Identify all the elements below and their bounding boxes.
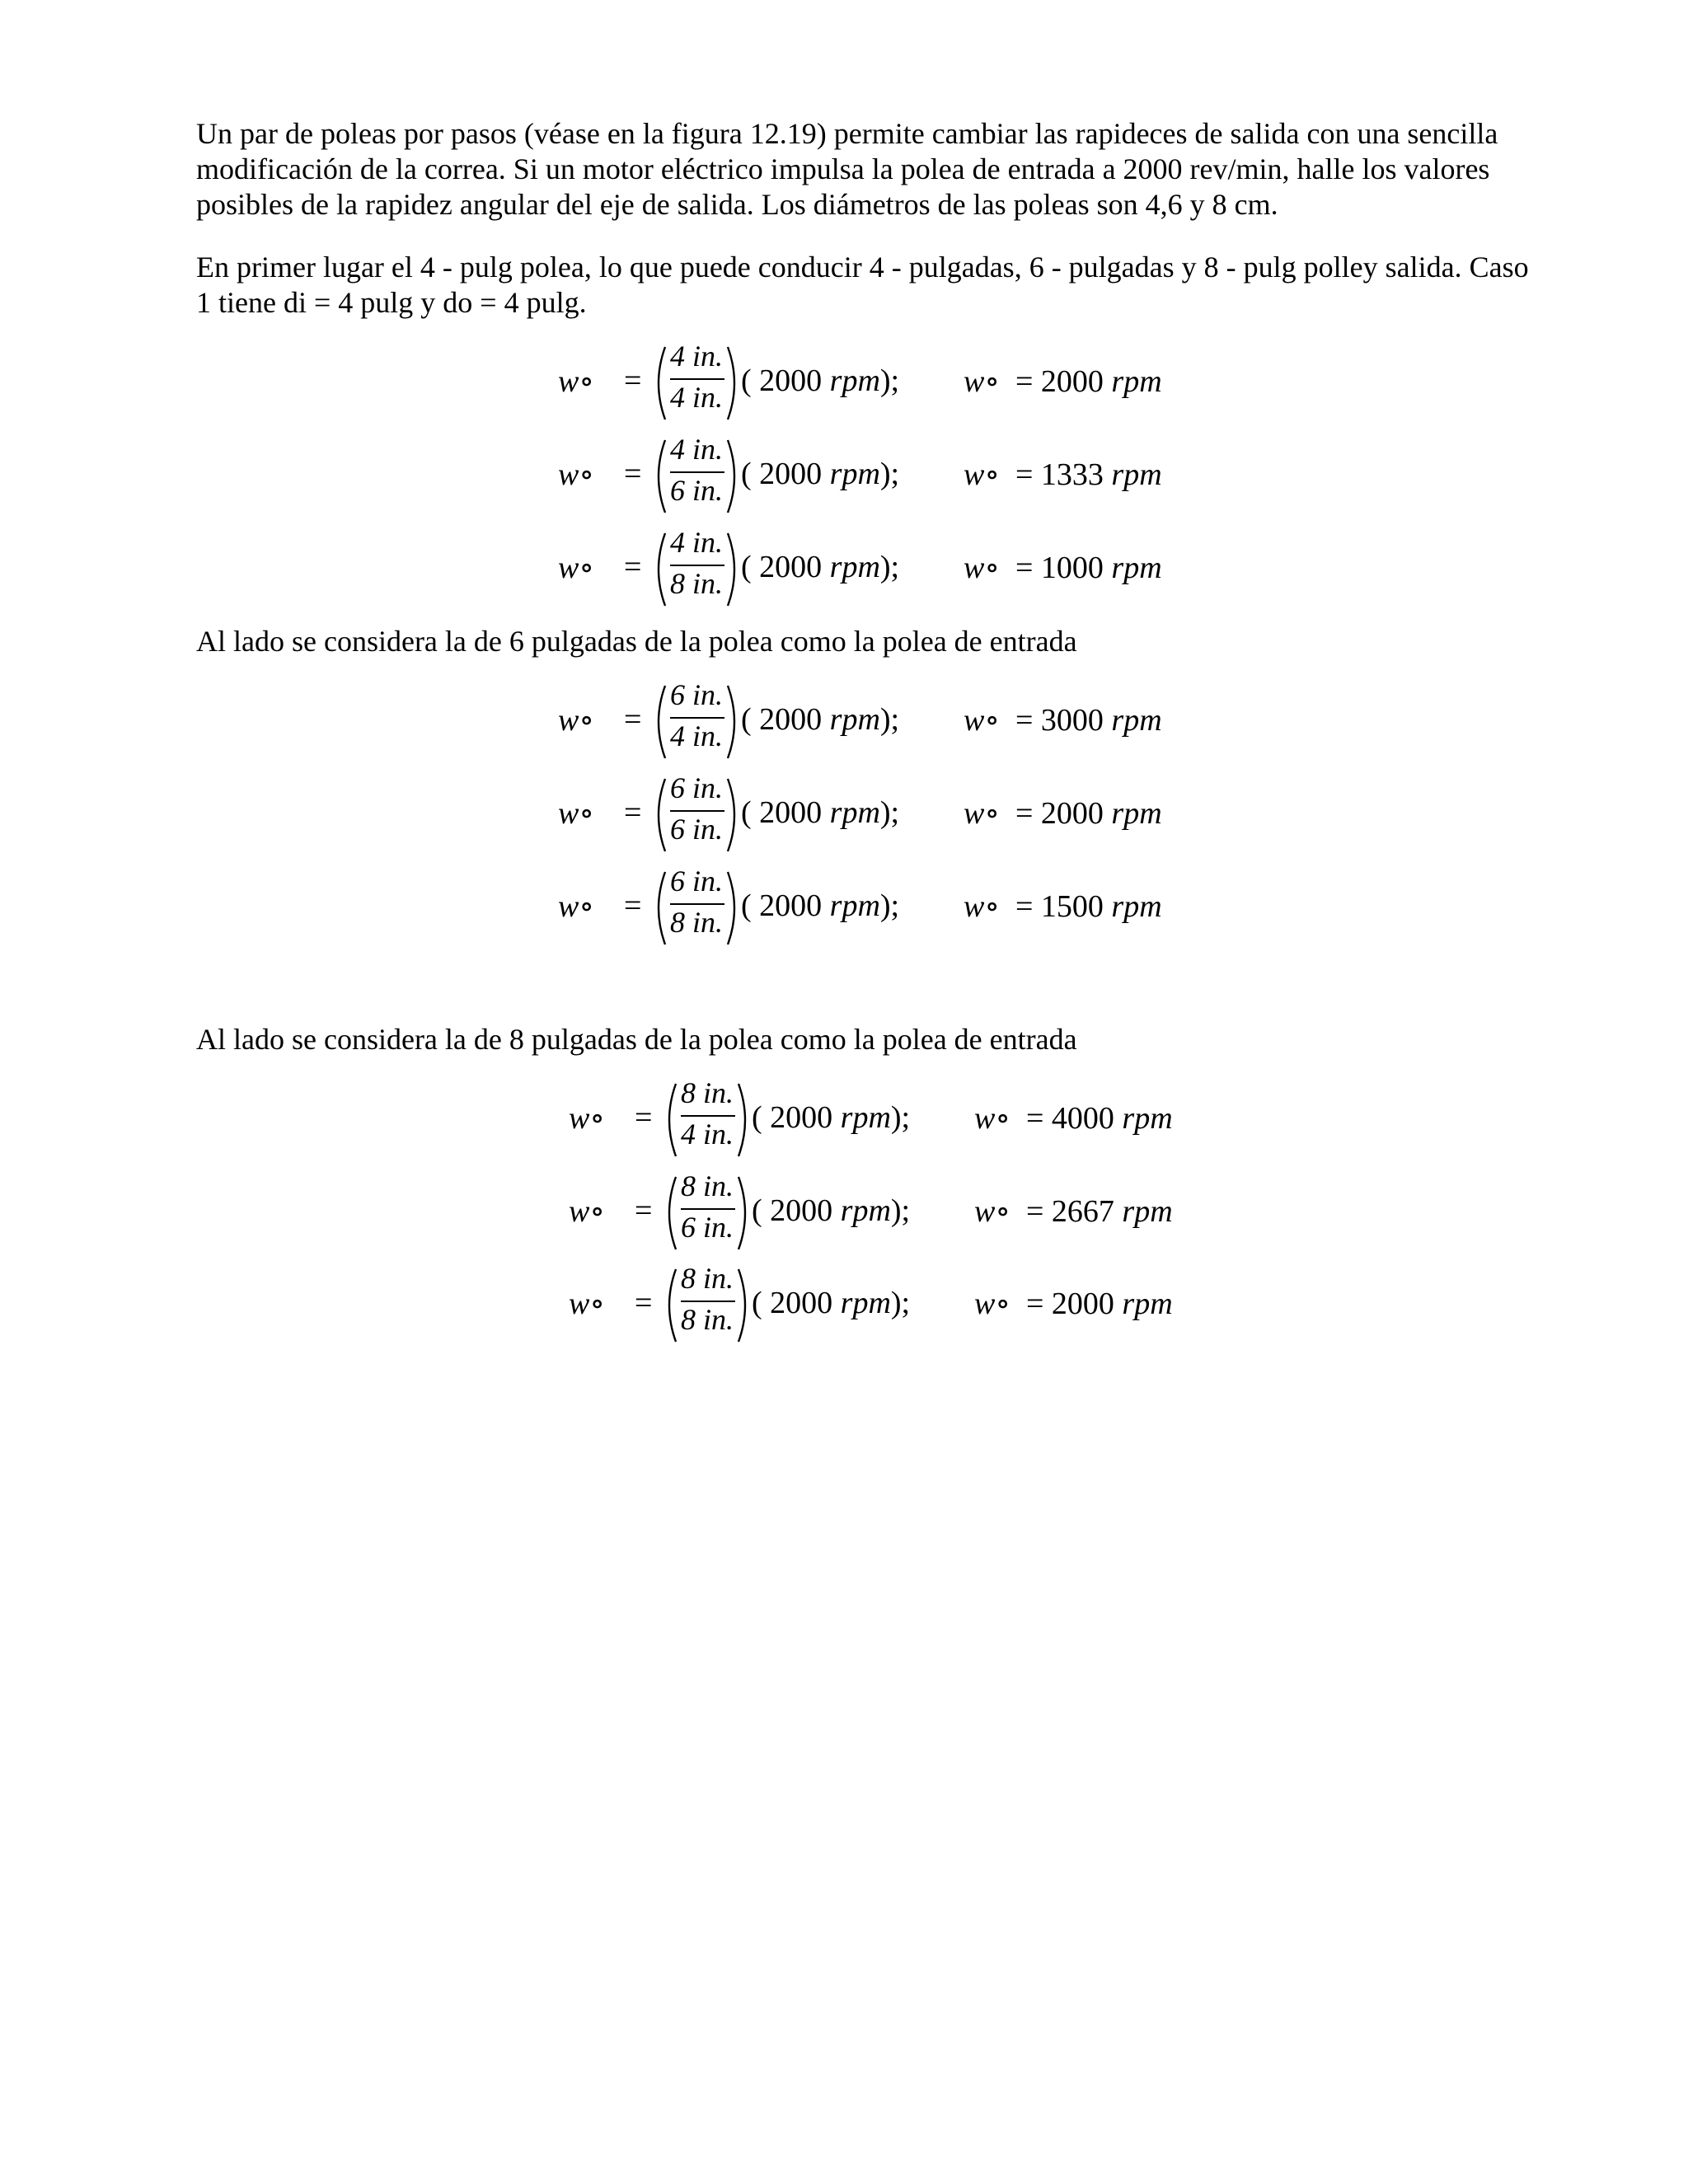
problem-line: posibles de la rapidez angular del eje de salida. Los diámetros de las poleas son 4,6 y 8 cm. (196, 188, 1278, 221)
equals-sign: = (624, 550, 642, 584)
fraction-numerator: 8 in. (680, 1076, 734, 1109)
fraction-numerator: 8 in. (680, 1169, 734, 1202)
fraction-denominator: 8 in. (669, 567, 723, 600)
omega-out-symbol: w∘ (558, 703, 594, 738)
input-speed-factor: ( 2000 rpm); (741, 795, 900, 830)
input-speed-factor: ( 2000 rpm); (741, 888, 900, 923)
equation (558, 339, 1184, 421)
output-speed-result: w∘ = 4000 rpm (974, 1101, 1173, 1136)
input-speed-factor: ( 2000 rpm); (752, 1193, 911, 1228)
intro-line: En primer lugar el 4 - pulg polea, lo que puede conducir 4 - pulgadas, 6 - pulgadas y 8 - pulg polley salida. Caso (196, 251, 1529, 284)
problem-line: Un par de poleas por pasos (véase en la figura 12.19) permite cambiar las rapideces de salida con una sencilla (196, 117, 1498, 150)
problem-statement (196, 116, 1548, 223)
output-speed-result: w∘ = 3000 rpm (964, 703, 1162, 738)
equation (569, 1261, 1195, 1343)
equation (569, 1169, 1195, 1251)
equals-sign: = (635, 1286, 653, 1320)
equals-sign: = (624, 888, 642, 923)
omega-out-symbol: w∘ (569, 1286, 605, 1321)
omega-out-symbol: w∘ (558, 364, 594, 399)
fraction-numerator: 8 in. (680, 1262, 734, 1295)
diameter-ratio (654, 339, 736, 421)
diameter-ratio (664, 1261, 747, 1343)
equals-sign: = (624, 363, 642, 398)
section-2-heading: Al lado se considera la de 6 pulgadas de la polea como la polea de entrada (196, 625, 1077, 658)
diameter-ratio (654, 525, 736, 607)
omega-out-symbol: w∘ (558, 796, 594, 831)
output-speed-result: w∘ = 1333 rpm (964, 457, 1162, 492)
intro-line: 1 tiene di = 4 pulg y do = 4 pulg. (196, 286, 587, 319)
fraction-denominator: 6 in. (669, 813, 723, 846)
intro-paragraph (196, 250, 1548, 321)
fraction-denominator: 6 in. (669, 474, 723, 507)
fraction-denominator: 8 in. (680, 1303, 734, 1336)
diameter-ratio (664, 1169, 747, 1251)
diameter-ratio (654, 677, 736, 760)
fraction-denominator: 6 in. (680, 1211, 734, 1244)
equals-sign: = (624, 795, 642, 830)
section-3-heading: Al lado se considera la de 8 pulgadas de la polea como la polea de entrada (196, 1023, 1077, 1056)
fraction-numerator: 6 in. (669, 865, 723, 898)
input-speed-factor: ( 2000 rpm); (741, 457, 900, 491)
equation (558, 677, 1184, 760)
fraction-numerator: 4 in. (669, 433, 723, 466)
equation (558, 771, 1184, 853)
fraction-denominator: 4 in. (669, 719, 723, 752)
diameter-ratio (664, 1076, 747, 1158)
fraction-numerator: 4 in. (669, 340, 723, 373)
equals-sign: = (624, 702, 642, 737)
equals-sign: = (635, 1193, 653, 1228)
output-speed-result: w∘ = 2000 rpm (964, 364, 1162, 399)
output-speed-result: w∘ = 2000 rpm (974, 1286, 1173, 1321)
omega-out-symbol: w∘ (558, 551, 594, 585)
output-speed-result: w∘ = 2667 rpm (974, 1194, 1173, 1229)
output-speed-result: w∘ = 1000 rpm (964, 551, 1162, 585)
input-speed-factor: ( 2000 rpm); (741, 550, 900, 584)
fraction-denominator: 4 in. (680, 1118, 734, 1151)
diameter-ratio (654, 864, 736, 946)
omega-out-symbol: w∘ (558, 889, 594, 924)
fraction-numerator: 6 in. (669, 771, 723, 804)
output-speed-result: w∘ = 2000 rpm (964, 796, 1162, 831)
omega-out-symbol: w∘ (569, 1101, 605, 1136)
equals-sign: = (624, 457, 642, 491)
fraction-denominator: 4 in. (669, 381, 723, 414)
fraction-numerator: 4 in. (669, 526, 723, 559)
input-speed-factor: ( 2000 rpm); (741, 363, 900, 398)
equation (569, 1076, 1195, 1158)
equals-sign: = (635, 1100, 653, 1135)
equation (558, 432, 1184, 514)
input-speed-factor: ( 2000 rpm); (752, 1100, 911, 1135)
input-speed-factor: ( 2000 rpm); (741, 702, 900, 737)
output-speed-result: w∘ = 1500 rpm (964, 889, 1162, 924)
fraction-denominator: 8 in. (669, 906, 723, 939)
fraction-numerator: 6 in. (669, 678, 723, 711)
equation (558, 525, 1184, 607)
input-speed-factor: ( 2000 rpm); (752, 1286, 911, 1320)
equation (558, 864, 1184, 946)
diameter-ratio (654, 771, 736, 853)
problem-line: modificación de la correa. Si un motor eléctrico impulsa la polea de entrada a 2000 rev/min, halle los valores (196, 152, 1490, 185)
omega-out-symbol: w∘ (569, 1194, 605, 1229)
diameter-ratio (654, 432, 736, 514)
omega-out-symbol: w∘ (558, 457, 594, 492)
